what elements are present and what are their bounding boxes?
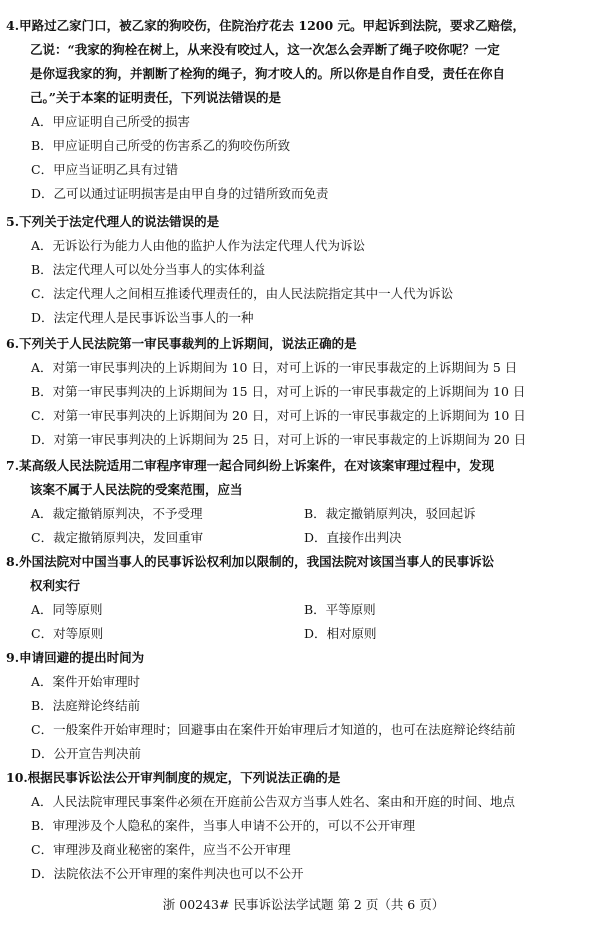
option-a: A．无诉讼行为能力人由他的监护人作为法定代理人代为诉讼	[31, 238, 366, 253]
question-stem-line	[6, 646, 598, 670]
question-stem-line	[6, 766, 598, 790]
option-d: D．法定代理人是民事诉讼当事人的一种	[31, 310, 254, 325]
question-stem-text: 申请回避的提出时间为	[19, 650, 145, 665]
question-stem-line: 该案不属于人民法院的受案范围，应当	[30, 482, 243, 497]
option-d: D．直接作出判决	[304, 530, 402, 545]
question-number: 10.	[6, 770, 28, 785]
question-stem-text: 外国法院对中国当事人的民事诉讼权利加以限制的，我国法院对该国当事人的民事诉讼	[19, 554, 495, 569]
option-b: B．对第一审民事判决的上诉期间为 15 日，对可上诉的一审民事裁定的上诉期间为 10 日	[31, 384, 526, 399]
question-10	[6, 766, 598, 886]
option-a: A．同等原则	[31, 602, 103, 617]
option-c: C．法定代理人之间相互推诿代理责任的，由人民法院指定其中一人代为诉讼	[31, 286, 454, 301]
question-8	[6, 550, 598, 646]
question-7	[6, 454, 598, 550]
question-stem-text: 根据民事诉讼法公开审判制度的规定，下列说法正确的是	[27, 770, 341, 785]
option-a: A．裁定撤销原判决，不予受理	[31, 506, 203, 521]
option-d: D．对第一审民事判决的上诉期间为 25 日，对可上诉的一审民事裁定的上诉期间为 20 日	[31, 432, 527, 447]
question-stem-text: 甲路过乙家门口，被乙家的狗咬伤，住院治疗花去 1200 元。甲起诉到法院，要求乙赔偿，	[19, 18, 526, 33]
option-row	[6, 502, 598, 526]
option-a: A．人民法院审理民事案件必须在开庭前公告双方当事人姓名、案由和开庭的时间、地点	[31, 794, 516, 809]
question-stem-line	[6, 550, 598, 574]
option-row	[6, 622, 598, 646]
option-b: B．审理涉及个人隐私的案件，当事人申请不公开的，可以不公开审理	[31, 818, 416, 833]
option-a: A．案件开始审理时	[31, 674, 141, 689]
option-a: A．对第一审民事判决的上诉期间为 10 日，对可上诉的一审民事裁定的上诉期间为 5 日	[31, 360, 518, 375]
question-stem-line: 权利实行	[30, 578, 81, 593]
option-b: B．裁定撤销原判决，驳回起诉	[304, 506, 476, 521]
question-stem-text: 某高级人民法院适用二审程序审理一起合同纠纷上诉案件，在对该案审理过程中，发现	[19, 458, 495, 473]
option-d: D．相对原则	[304, 626, 377, 641]
question-stem-line	[6, 332, 598, 356]
page-footer: 浙 00243# 民事诉讼法学试题 第 2 页（共 6 页）	[162, 897, 445, 912]
option-d: D．公开宣告判决前	[31, 746, 142, 761]
question-stem-text: 下列关于法定代理人的说法错误的是	[19, 214, 220, 229]
question-number: 9.	[6, 650, 20, 665]
question-stem-line	[6, 14, 598, 38]
question-stem-line	[6, 210, 598, 234]
question-number: 6.	[6, 336, 20, 351]
option-b: B．法庭辩论终结前	[31, 698, 141, 713]
option-row	[6, 598, 598, 622]
option-b: B．法定代理人可以处分当事人的实体利益	[31, 262, 266, 277]
question-stem-line: 是你逗我家的狗，并割断了栓狗的绳子，狗才咬人的。所以你是自作自受，责任在你自	[30, 66, 506, 81]
question-number: 5.	[6, 214, 20, 229]
question-5	[6, 210, 598, 330]
option-row	[6, 526, 598, 550]
question-number: 8.	[6, 554, 20, 569]
question-number: 7.	[6, 458, 20, 473]
question-stem-line	[6, 454, 598, 478]
question-9	[6, 646, 598, 766]
question-stem-text: 下列关于人民法院第一审民事裁判的上诉期间，说法正确的是	[19, 336, 357, 351]
question-stem-line: 己。”关于本案的证明责任，下列说法错误的是	[30, 90, 281, 105]
option-a: A．甲应证明自己所受的损害	[31, 114, 191, 129]
option-c: C．对第一审民事判决的上诉期间为 20 日，对可上诉的一审民事裁定的上诉期间为 10 日	[31, 408, 526, 423]
option-c: C．对等原则	[31, 626, 104, 641]
option-d: D．法院依法不公开审理的案件判决也可以不公开	[31, 866, 304, 881]
question-6	[6, 332, 598, 452]
question-stem-line: 乙说：“我家的狗栓在树上，从来没有咬过人，这一次怎么会弄断了绳子咬你呢？一定	[30, 42, 500, 57]
option-c: C．甲应当证明乙具有过错	[31, 162, 179, 177]
option-c: C．审理涉及商业秘密的案件，应当不公开审理	[31, 842, 291, 857]
option-b: B．平等原则	[304, 602, 376, 617]
option-c: C．一般案件开始审理时；回避事由在案件开始审理后才知道的，也可在法庭辩论终结前	[31, 722, 516, 737]
question-number: 4.	[6, 18, 20, 33]
option-d: D．乙可以通过证明损害是由甲自身的过错所致而免责	[31, 186, 329, 201]
option-b: B．甲应证明自己所受的伤害系乙的狗咬伤所致	[31, 138, 291, 153]
question-4	[6, 14, 598, 206]
option-c: C．裁定撤销原判决，发回重审	[31, 530, 204, 545]
